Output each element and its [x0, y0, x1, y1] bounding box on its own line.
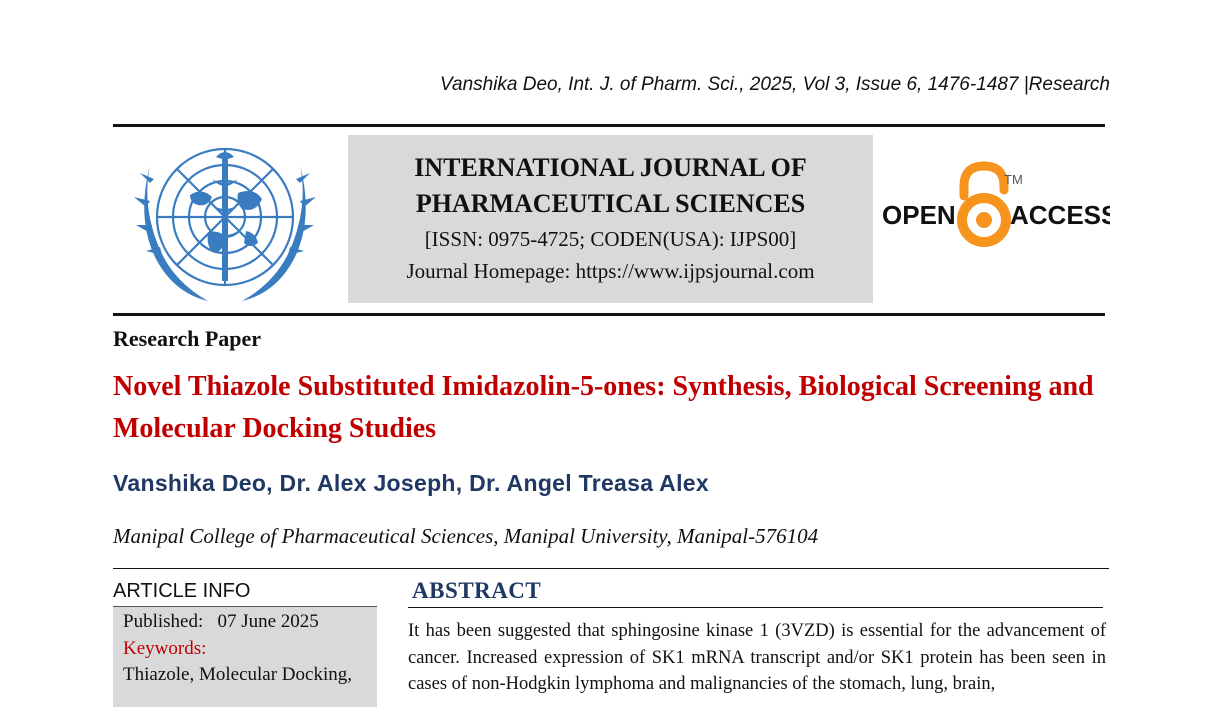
journal-name-line1: INTERNATIONAL JOURNAL OF: [414, 153, 807, 182]
header-rule-bottom: [113, 313, 1105, 316]
journal-banner: [348, 135, 873, 303]
article-info-heading: ARTICLE INFO: [113, 580, 251, 602]
journal-name-line2: PHARMACEUTICAL SCIENCES: [415, 189, 806, 218]
published-date: Published: 07 June 2025: [123, 611, 319, 632]
paper-title: Novel Thiazole Substituted Imidazolin-5-ones: Synthesis, Biological Screening and Molecular Docking Studies: [113, 371, 1094, 444]
header-rule-top: [113, 124, 1105, 127]
open-access-logo: [880, 160, 1110, 255]
abstract-rule: [408, 607, 1103, 608]
abstract-heading: ABSTRACT: [412, 578, 542, 603]
open-access-open-text: OPEN: [882, 200, 956, 230]
section-rule: [113, 568, 1109, 569]
journal-issn: [ISSN: 0975-4725; CODEN(USA): IJPS00]: [424, 227, 797, 251]
author-list: Vanshika Deo, Dr. Alex Joseph, Dr. Angel Treasa Alex: [113, 470, 709, 496]
article-info-panel: [113, 606, 377, 707]
affiliation: Manipal College of Pharmaceutical Sciences, Manipal University, Manipal-576104: [113, 524, 819, 548]
trademark-text: TM: [1004, 172, 1023, 187]
journal-homepage: Journal Homepage: https://www.ijpsjournal.com: [406, 259, 815, 283]
open-access-access-text: ACCESS: [1010, 200, 1110, 230]
abstract-text: It has been suggested that sphingosine kinase 1 (3VZD) is essential for the advancement of cancer. Increased expression of SK1 mRNA transcript and/or SK1 protein has been seen in cases of non-Hodgkin lymphoma and malignancies of the stomach, lung, brain,: [408, 621, 1106, 694]
running-header: Vanshika Deo, Int. J. of Pharm. Sci., 2025, Vol 3, Issue 6, 1476-1487 |Research: [440, 74, 1110, 95]
un-emblem-logo: [120, 135, 330, 310]
paper-type: Research Paper: [113, 326, 262, 351]
un-emblem-icon: [120, 135, 330, 310]
open-lock-icon: [880, 160, 1110, 255]
keywords-text: Thiazole, Molecular Docking,: [123, 664, 352, 685]
keywords-label: Keywords:: [123, 638, 207, 659]
